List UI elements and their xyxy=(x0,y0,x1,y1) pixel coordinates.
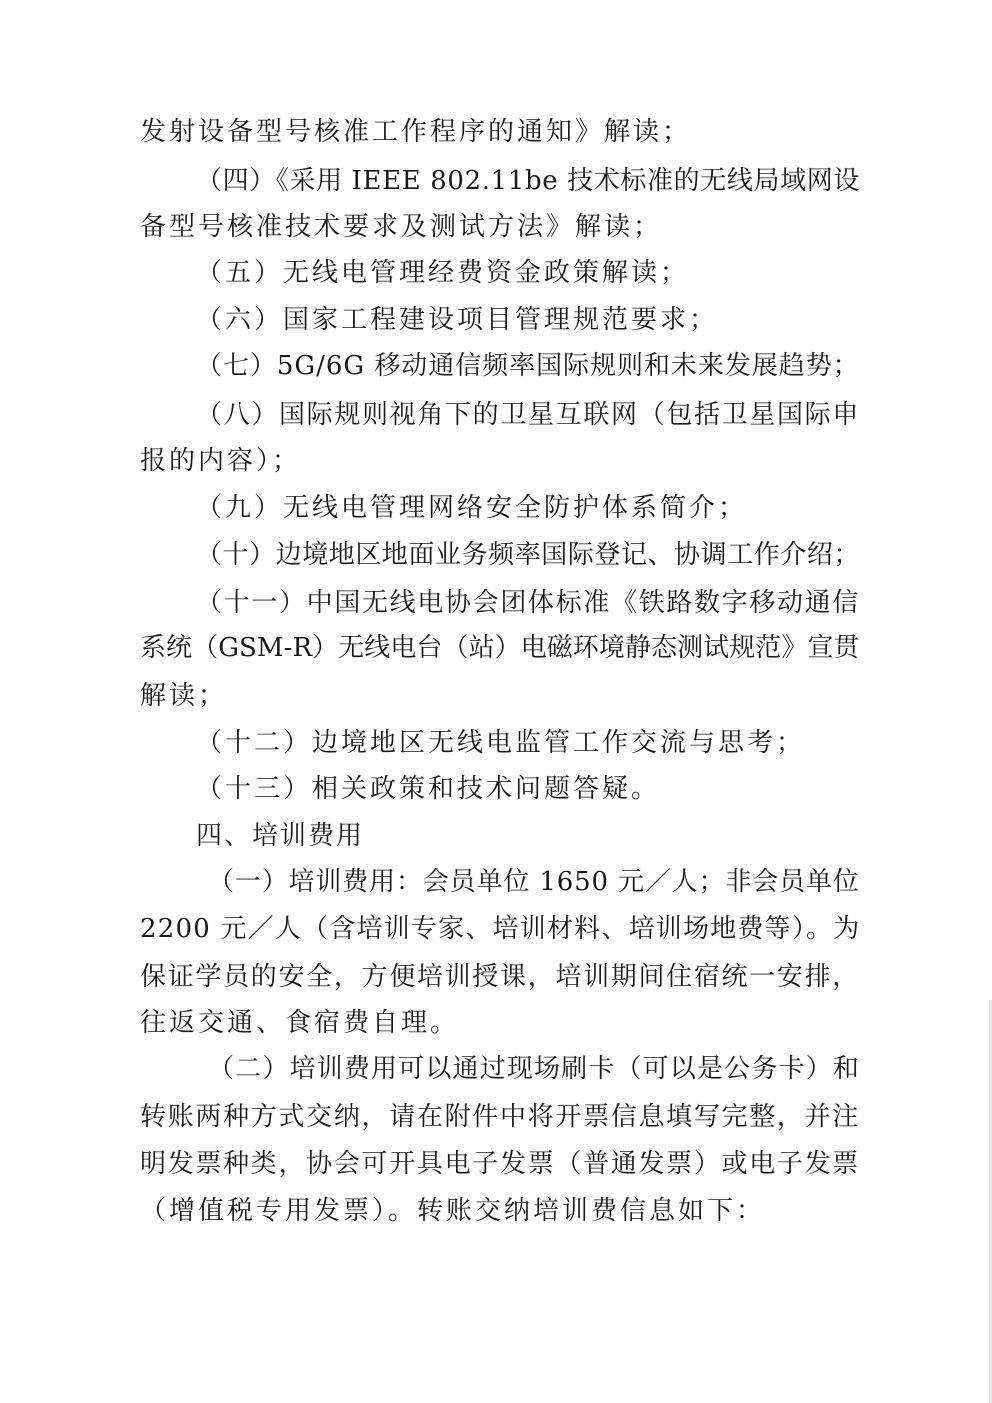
list-item-12: （十二）边境地区无线电监管工作交流与思考； xyxy=(196,728,806,758)
list-item-10: （十）边境地区地面业务频率国际登记、协调工作介绍； xyxy=(196,540,861,570)
section-heading: 四、培训费用 xyxy=(196,821,365,851)
text-line: 转账两种方式交纳，请在附件中将开票信息填写完整，并注 xyxy=(140,1102,861,1132)
text-line: 2200 元／人（含培训专家、培训材料、培训场地费等）。为 xyxy=(140,914,861,944)
list-item-8: （八）国际规则视角下的卫星互联网（包括卫星国际申 xyxy=(196,400,861,430)
fee-item-2: （二）培训费用可以通过现场刷卡（可以是公务卡）和 xyxy=(208,1054,861,1084)
list-item-11: （十一）中国无线电协会团体标准《铁路数字移动通信 xyxy=(196,588,861,618)
list-item-9: （九）无线电管理网络安全防护体系简介； xyxy=(196,493,748,523)
text-line: 发射设备型号核准工作程序的通知》解读； xyxy=(140,117,692,147)
list-item-5: （五）无线电管理经费资金政策解读； xyxy=(196,258,690,288)
list-item-4: （四）《采用 IEEE 802.11be 技术标准的无线局域网设 xyxy=(196,166,861,196)
text-line: 保证学员的安全，方便培训授课，培训期间住宿统一安排， xyxy=(140,962,861,992)
text-line: 系统（GSM-R）无线电台（站）电磁环境静态测试规范》宣贯 xyxy=(140,633,860,663)
list-item-13: （十三）相关政策和技术问题答疑。 xyxy=(196,774,661,804)
text-line: 备型号核准技术要求及测试方法》解读； xyxy=(140,212,663,242)
text-line: 明发票种类，协会可开具电子发票（普通发票）或电子发票 xyxy=(140,1149,861,1179)
text-line: 往返交通、食宿费自理。 xyxy=(140,1008,460,1038)
list-item-7: （七）5G/6G 移动通信频率国际规则和未来发展趋势； xyxy=(196,351,860,381)
fee-item-1: （一）培训费用：会员单位 1650 元／人；非会员单位 xyxy=(208,867,860,897)
text-line: 解读； xyxy=(140,681,228,711)
text-line: （增值税专用发票）。转账交纳培训费信息如下： xyxy=(140,1196,766,1226)
list-item-6: （六）国家工程建设项目管理规范要求； xyxy=(196,305,719,335)
text-line: 报的内容）； xyxy=(140,446,302,476)
